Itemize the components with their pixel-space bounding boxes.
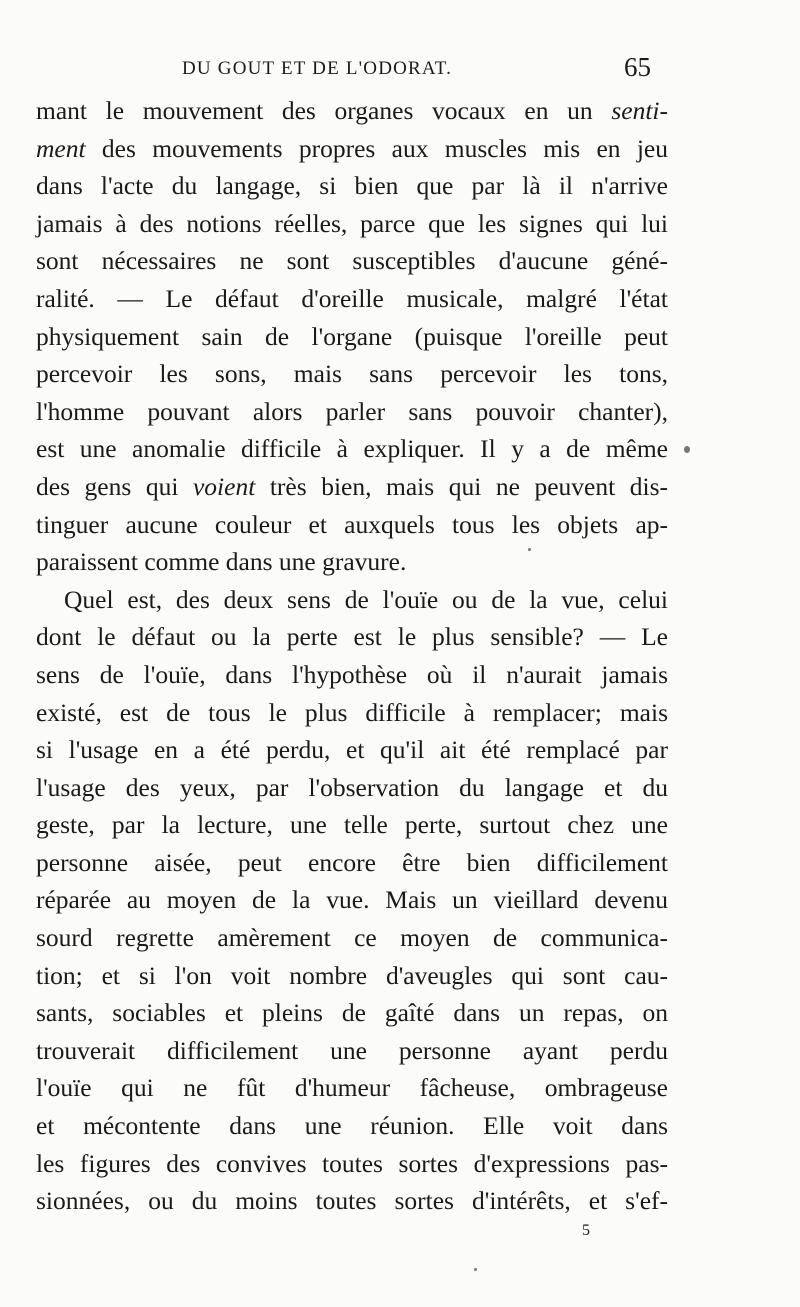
text-line: l'homme pouvant alors parler sans pouvoir chanter), <box>36 396 668 426</box>
body-text <box>36 92 668 1220</box>
text-line <box>36 92 668 130</box>
text-line <box>36 130 668 168</box>
text-line: tinguer aucune couleur et auxquels tous les objets ap- <box>36 509 668 539</box>
text-line: l'usage des yeux, par l'observation du langage et du <box>36 772 668 802</box>
text-line: et mécontente dans une réunion. Elle voit dans <box>36 1111 668 1141</box>
text-line: sont nécessaires ne sont susceptibles d'aucune géné- <box>36 246 668 276</box>
italic-run: voient <box>192 471 256 501</box>
italic-run: senti- <box>611 96 668 125</box>
text-run: très bien, mais qui ne peuvent dis- <box>255 471 668 501</box>
text-line: percevoir les sons, mais sans percevoir les tons, <box>36 359 668 389</box>
page-number: 65 <box>624 52 651 82</box>
text-line: réparée au moyen de la vue. Mais un vieillard devenu <box>36 885 668 915</box>
text-line: jamais à des notions réelles, parce que les signes qui lui <box>36 208 668 238</box>
text-line: existé, est de tous le plus difficile à remplacer; mais <box>36 697 668 727</box>
signature-mark: 5 <box>582 1222 590 1239</box>
italic-run: ment <box>36 133 86 163</box>
text-run: des gens qui <box>36 471 193 501</box>
text-line: dans l'acte du langage, si bien que par là il n'arrive <box>36 171 668 201</box>
text-line: sants, sociables et pleins de gaîté dans un repas, on <box>36 998 668 1028</box>
text-line: dont le défaut ou la perte est le plus sensible? — Le <box>36 622 668 652</box>
text-line: sionnées, ou du moins toutes sortes d'intérêts, et s'ef- <box>36 1186 668 1216</box>
text-line: si l'usage en a été perdu, et qu'il ait été remplacé par <box>36 735 668 765</box>
text-line: sourd regrette amèrement ce moyen de communica- <box>36 923 668 953</box>
running-head: DU GOUT ET DE L'ODORAT. <box>182 58 453 79</box>
text-line: les figures des convives toutes sortes d'expressions pas- <box>36 1148 668 1178</box>
text-run: des mouvements propres aux muscles mis en jeu <box>85 133 668 163</box>
text-line: ralité. — Le défaut d'oreille musicale, malgré l'état <box>36 283 668 313</box>
text-line <box>36 468 668 506</box>
text-run: mant le mouvement des organes vocaux en un <box>36 96 612 125</box>
text-line: geste, par la lecture, une telle perte, surtout chez une <box>36 810 668 840</box>
text-line: paraissent comme dans une gravure. <box>36 547 407 577</box>
text-line: tion; et si l'on voit nombre d'aveugles qui sont cau- <box>36 960 668 990</box>
ink-speck <box>474 1268 477 1271</box>
text-line: est une anomalie difficile à expliquer. Il y a de même <box>36 434 668 464</box>
page-header <box>0 52 800 86</box>
text-line: l'ouïe qui ne fût d'humeur fâcheuse, ombrageuse <box>36 1073 668 1103</box>
ink-speck <box>684 446 690 453</box>
text-line: trouverait difficilement une personne ayant perdu <box>36 1035 668 1065</box>
ink-speck <box>528 548 531 551</box>
text-line: personne aisée, peut encore être bien difficilement <box>36 847 668 877</box>
text-line: Quel est, des deux sens de l'ouïe ou de la vue, celui <box>64 584 668 614</box>
text-line: physiquement sain de l'organe (puisque l'oreille peut <box>36 321 668 351</box>
text-line: sens de l'ouïe, dans l'hypothèse où il n'aurait jamais <box>36 659 668 689</box>
